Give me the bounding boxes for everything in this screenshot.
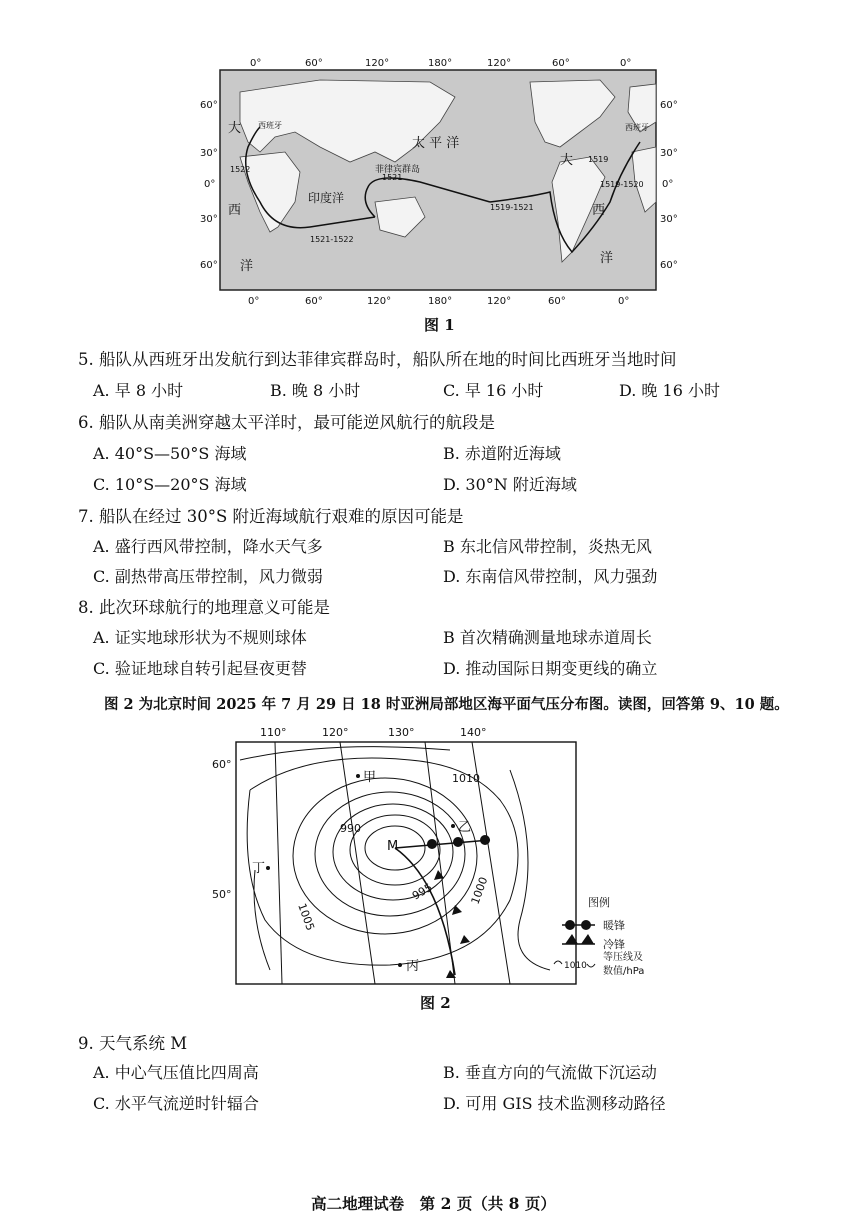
question-9-stem: 9. 天气系统 M xyxy=(78,1034,188,1053)
lon-tick: 60° xyxy=(305,58,323,69)
q6-option-b[interactable]: B. 赤道附近海域 xyxy=(443,444,561,463)
lat-tick: 60° xyxy=(660,260,678,271)
legend-cold-icon xyxy=(581,934,594,944)
q8-option-a[interactable]: A. 证实地球形状为不规则球体 xyxy=(93,628,307,647)
warm-front-marker xyxy=(480,835,490,845)
lon-tick: 120° xyxy=(487,296,512,307)
lon-tick: 0° xyxy=(248,296,260,307)
label-spain-right: 西班牙 xyxy=(625,123,649,132)
legend-warm-icon xyxy=(581,920,591,930)
label-atlantic: 洋 xyxy=(240,259,254,274)
lon-tick: 60° xyxy=(552,58,570,69)
point-jia: 甲 xyxy=(363,770,377,785)
question-7-stem: 7. 船队在经过 30°S 附近海域航行艰难的原因可能是 xyxy=(78,507,464,526)
point-marker xyxy=(356,774,360,778)
legend-title: 图例 xyxy=(588,896,610,909)
page-footer: 高二地理试卷 第 2 页（共 8 页） xyxy=(311,1194,556,1213)
q7-option-b[interactable]: B 东北信风带控制，炎热无风 xyxy=(443,537,652,556)
figure-2-pressure-map xyxy=(210,720,680,990)
label-year: 1521-1522 xyxy=(310,235,354,244)
point-yi: 乙 xyxy=(458,820,472,835)
label-year: 1519-1521 xyxy=(490,203,534,212)
lat-tick: 30° xyxy=(660,214,678,225)
label-atlantic: 西 xyxy=(228,203,242,218)
point-ding: 丁 xyxy=(252,861,266,876)
question-8-stem: 8. 此次环球航行的地理意义可能是 xyxy=(78,598,330,617)
lat-tick: 50° xyxy=(212,888,232,901)
question-5-stem: 5. 船队从西班牙出发航行到达菲律宾群岛时，船队所在地的时间比西班牙当地时间 xyxy=(78,350,677,369)
lon-tick: 180° xyxy=(428,296,453,307)
q5-option-d[interactable]: D. 晚 16 小时 xyxy=(619,381,720,400)
label-pacific: 太 平 洋 xyxy=(412,136,460,151)
system-m-label: M xyxy=(387,839,399,854)
q8-option-d[interactable]: D. 推动国际日期变更线的确立 xyxy=(443,659,658,678)
legend-warm-label: 暖锋 xyxy=(603,919,625,932)
label-spain-left: 西班牙 xyxy=(258,121,282,130)
isobar-value: 1005 xyxy=(295,901,317,933)
fig1-lon-bottom xyxy=(248,296,629,307)
isobar-value: 990 xyxy=(340,822,361,835)
point-marker xyxy=(398,963,402,967)
label-year: 1519-1520 xyxy=(600,180,644,189)
figure-1-world-map xyxy=(200,52,690,312)
lat-tick: 30° xyxy=(660,148,678,159)
lon-tick: 120° xyxy=(367,296,392,307)
figure-1-caption: 图 1 xyxy=(424,316,455,334)
label-atlantic: 西 xyxy=(592,203,606,218)
lon-tick: 110° xyxy=(260,726,287,739)
label-philippines: 菲律宾群岛 xyxy=(375,165,421,175)
lat-tick: 60° xyxy=(660,100,678,111)
q9-option-a[interactable]: A. 中心气压值比四周高 xyxy=(93,1063,259,1082)
lon-tick: 60° xyxy=(305,296,323,307)
lon-tick: 120° xyxy=(322,726,349,739)
fig1-lat-right xyxy=(660,100,678,271)
q6-option-a[interactable]: A. 40°S—50°S 海域 xyxy=(93,444,247,463)
figure-2-intro: 图 2 为北京时间 2025 年 7 月 29 日 18 时亚洲局部地区海平面气压分布图。读图，回答第 9、10 题。 xyxy=(104,696,789,713)
fig1-lon-top xyxy=(250,58,631,69)
label-atlantic: 大 xyxy=(228,121,242,136)
legend-isobar-value: 1010 xyxy=(564,961,587,971)
q6-option-c[interactable]: C. 10°S—20°S 海域 xyxy=(93,475,247,494)
isobar-value: 1000 xyxy=(468,875,491,907)
lon-tick: 180° xyxy=(428,58,453,69)
lon-tick: 60° xyxy=(548,296,566,307)
q9-option-b[interactable]: B. 垂直方向的气流做下沉运动 xyxy=(443,1063,657,1082)
point-marker xyxy=(451,824,455,828)
lon-tick: 130° xyxy=(388,726,415,739)
q6-option-d[interactable]: D. 30°N 附近海域 xyxy=(443,475,577,494)
lon-tick: 120° xyxy=(365,58,390,69)
label-indian-ocean: 印度洋 xyxy=(308,191,345,205)
isobar-value: 1010 xyxy=(452,772,480,785)
legend-warm-icon xyxy=(565,920,575,930)
legend-isobar-label: 数值/hPa xyxy=(603,966,645,977)
lat-tick: 60° xyxy=(200,260,218,271)
label-year: 1519 xyxy=(588,155,609,164)
legend-cold-label: 冷锋 xyxy=(603,938,625,951)
warm-front-marker xyxy=(427,839,437,849)
question-6-stem: 6. 船队从南美洲穿越太平洋时，最可能逆风航行的航段是 xyxy=(78,413,495,432)
lon-tick: 0° xyxy=(250,58,262,69)
q9-option-c[interactable]: C. 水平气流逆时针辐合 xyxy=(93,1094,259,1113)
q7-option-c[interactable]: C. 副热带高压带控制，风力微弱 xyxy=(93,567,323,586)
q9-option-d[interactable]: D. 可用 GIS 技术监测移动路径 xyxy=(443,1094,666,1113)
isobar-value: 995 xyxy=(410,880,435,903)
legend-isobar-label: 等压线及 xyxy=(603,952,643,963)
lon-tick: 140° xyxy=(460,726,487,739)
point-bing: 丙 xyxy=(406,959,420,974)
lon-tick: 0° xyxy=(620,58,632,69)
q5-option-a[interactable]: A. 早 8 小时 xyxy=(93,381,184,400)
fig2-frame xyxy=(236,742,576,984)
lat-tick: 60° xyxy=(212,758,232,771)
q8-option-c[interactable]: C. 验证地球自转引起昼夜更替 xyxy=(93,659,307,678)
q7-option-a[interactable]: A. 盛行西风带控制，降水天气多 xyxy=(93,537,323,556)
q7-option-d[interactable]: D. 东南信风带控制，风力强劲 xyxy=(443,567,658,586)
lat-tick: 60° xyxy=(200,100,218,111)
q5-option-c[interactable]: C. 早 16 小时 xyxy=(443,381,544,400)
point-marker xyxy=(266,866,270,870)
figure-2-caption: 图 2 xyxy=(420,994,451,1012)
warm-front-marker xyxy=(453,837,463,847)
fig1-lat-left xyxy=(200,100,218,271)
lon-tick: 0° xyxy=(618,296,630,307)
lat-tick: 0° xyxy=(662,179,674,190)
lat-tick: 30° xyxy=(200,214,218,225)
label-atlantic: 洋 xyxy=(600,251,614,266)
lat-tick: 0° xyxy=(204,179,216,190)
lon-tick: 120° xyxy=(487,58,512,69)
q8-option-b[interactable]: B 首次精确测量地球赤道周长 xyxy=(443,628,652,647)
label-year: 1521 xyxy=(382,173,403,182)
label-atlantic: 大 xyxy=(560,153,574,168)
lat-tick: 30° xyxy=(200,148,218,159)
label-year: 1522 xyxy=(230,165,251,174)
q5-option-b[interactable]: B. 晚 8 小时 xyxy=(270,381,361,400)
